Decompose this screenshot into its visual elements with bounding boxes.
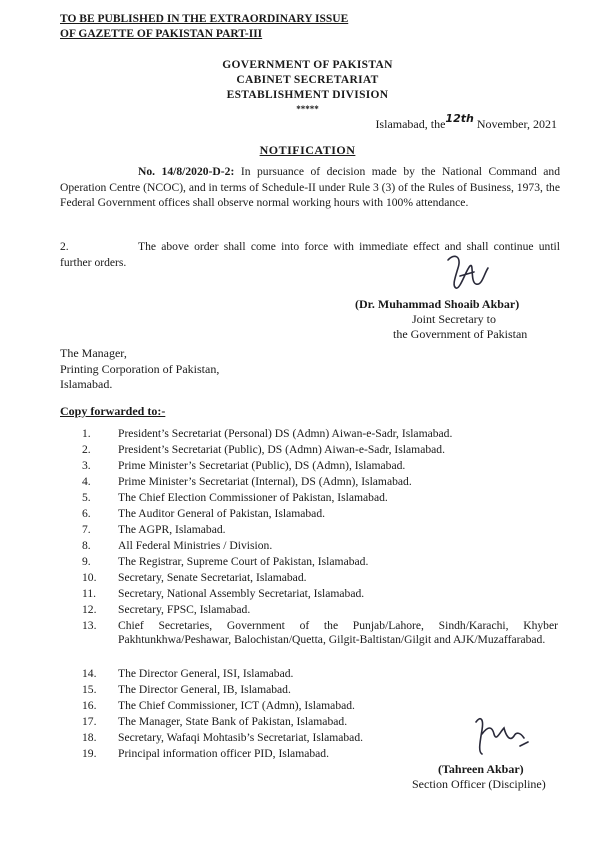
notification-title: NOTIFICATION <box>259 143 356 157</box>
signatory-1-designation: Joint Secretary to <box>412 312 496 326</box>
copy-forwarded-heading: Copy forwarded to:- <box>60 404 166 418</box>
paragraph-2-number: 2. <box>60 240 69 253</box>
issue-date <box>375 112 557 132</box>
signature-2-icon <box>470 712 540 762</box>
separator-stars: ***** <box>296 104 319 114</box>
signatory-1-office: the Government of Pakistan <box>393 327 528 341</box>
notification-number: No. 14/8/2020-D-2: <box>138 165 235 178</box>
addressee-block <box>60 346 219 393</box>
addressee-line-1: The Manager, <box>60 346 127 360</box>
publish-line-1: TO BE PUBLISHED IN THE EXTRAORDINARY ISSUE <box>60 13 349 25</box>
signature-1-icon <box>440 248 500 298</box>
date-day-handwritten: 12th <box>445 112 474 125</box>
addressee-line-3: Islamabad. <box>60 377 113 391</box>
publish-line-2: OF GAZETTE OF PAKISTAN PART-III <box>60 28 263 40</box>
addressee-line-2: Printing Corporation of Pakistan, <box>60 361 220 376</box>
paragraph-1-text: In pursuance of decision made by the National Command and Operation Centre (NCOC), and in terms of Schedule-II under Rule 3 (3) of the Rules of Business, 1973, the Federal Government offices shall observe normal working hours with 100% attendance. <box>60 165 560 209</box>
gov-heading: GOVERNMENT OF PAKISTAN <box>222 59 393 71</box>
signatory-2-name: (Tahreen Akbar) <box>438 762 524 776</box>
division-heading: ESTABLISHMENT DIVISION <box>226 89 389 101</box>
signatory-1-name: (Dr. Muhammad Shoaib Akbar) <box>355 297 520 311</box>
signatory-2-designation: Section Officer (Discipline) <box>412 777 546 791</box>
secretariat-heading: CABINET SECRETARIAT <box>236 74 379 86</box>
date-prefix: Islamabad, the <box>375 117 446 131</box>
date-suffix: November, 2021 <box>476 117 557 131</box>
notification-paragraph-1 <box>60 164 560 211</box>
paragraph-2-text: The above order shall come into force with immediate effect and shall continue until further orders. <box>60 240 560 269</box>
gazette-notification-page: TO BE PUBLISHED IN THE EXTRAORDINARY ISSUE OF GAZETTE OF PAKISTAN PART-III GOVERNMENT OF PAKISTAN CABINET SECRETARIAT ESTABLISHMENT DIVISION ***** Islamabad, the12th November, 2021 NOTIFICATION No. 14/8/2020-D-2: In pursuance of decision made by the National Command and Operation Centre (NCOC), and in terms of Schedule-II under Rule 3 (3) of the Rules of Business, 1973, the Federal Government offices shall observe normal working hours with 100% attendance. 2. The above order shall come into force with immediate effect and shall continue until further orders. (Dr. Muhammad Shoaib Akbar) Joint Secretary to the Government of Pakistan The Manager, Printing Corporation of Pakistan, Islamabad. Copy forwarded to:- 1. President’s Secretariat (Personal) DS (Admn) Aiwan-e-Sadr, Islamabad. 2. President’s Secretariat (Public), DS (Admn) Aiwan-e-Sadr, Islamabad. 3. Prime Minister’s Secretariat (Public), DS (Admn), Islamabad. 4. Prime Minister’s Secretariat (Internal), DS (Admn), Islamabad. 5. The Chief Election Commissioner of Pakistan, Islamabad. 6. The Auditor General of Pakistan, Islamabad. 7. The AGPR, Islamabad. 8. All Federal Ministries / Division. 9. The Registrar, Supreme Court of Pakistan, Islamabad. 10. Secretary, Senate Secretariat, Islamabad. 11. Secretary, National Assembly Secretariat, Islamabad. 12. Secretary, FPSC, Islamabad. 13. Chief Secretaries, Government of the Punjab/Lahore, Sindh/Karachi, Khyber Pakhtunkhwa/Peshawar, Balochistan/Quetta, Gilgit-Baltistan/Gilgit and AJK/Muzaffarabad. 14. The Director General, ISI, Islamabad. 15. The Director General, IB, Islamabad. 16. The Chief Commissioner, ICT (Admn), Islamabad. 17. The Manager, State Bank of Pakistan, Islamabad. 18. Secretary, Wafaqi Mohtasib’s Secretariat, Islamabad. 19. Principal information officer PID, Islamabad. (Tahreen Akbar) Section Officer (Discipline) <box>0 0 615 855</box>
